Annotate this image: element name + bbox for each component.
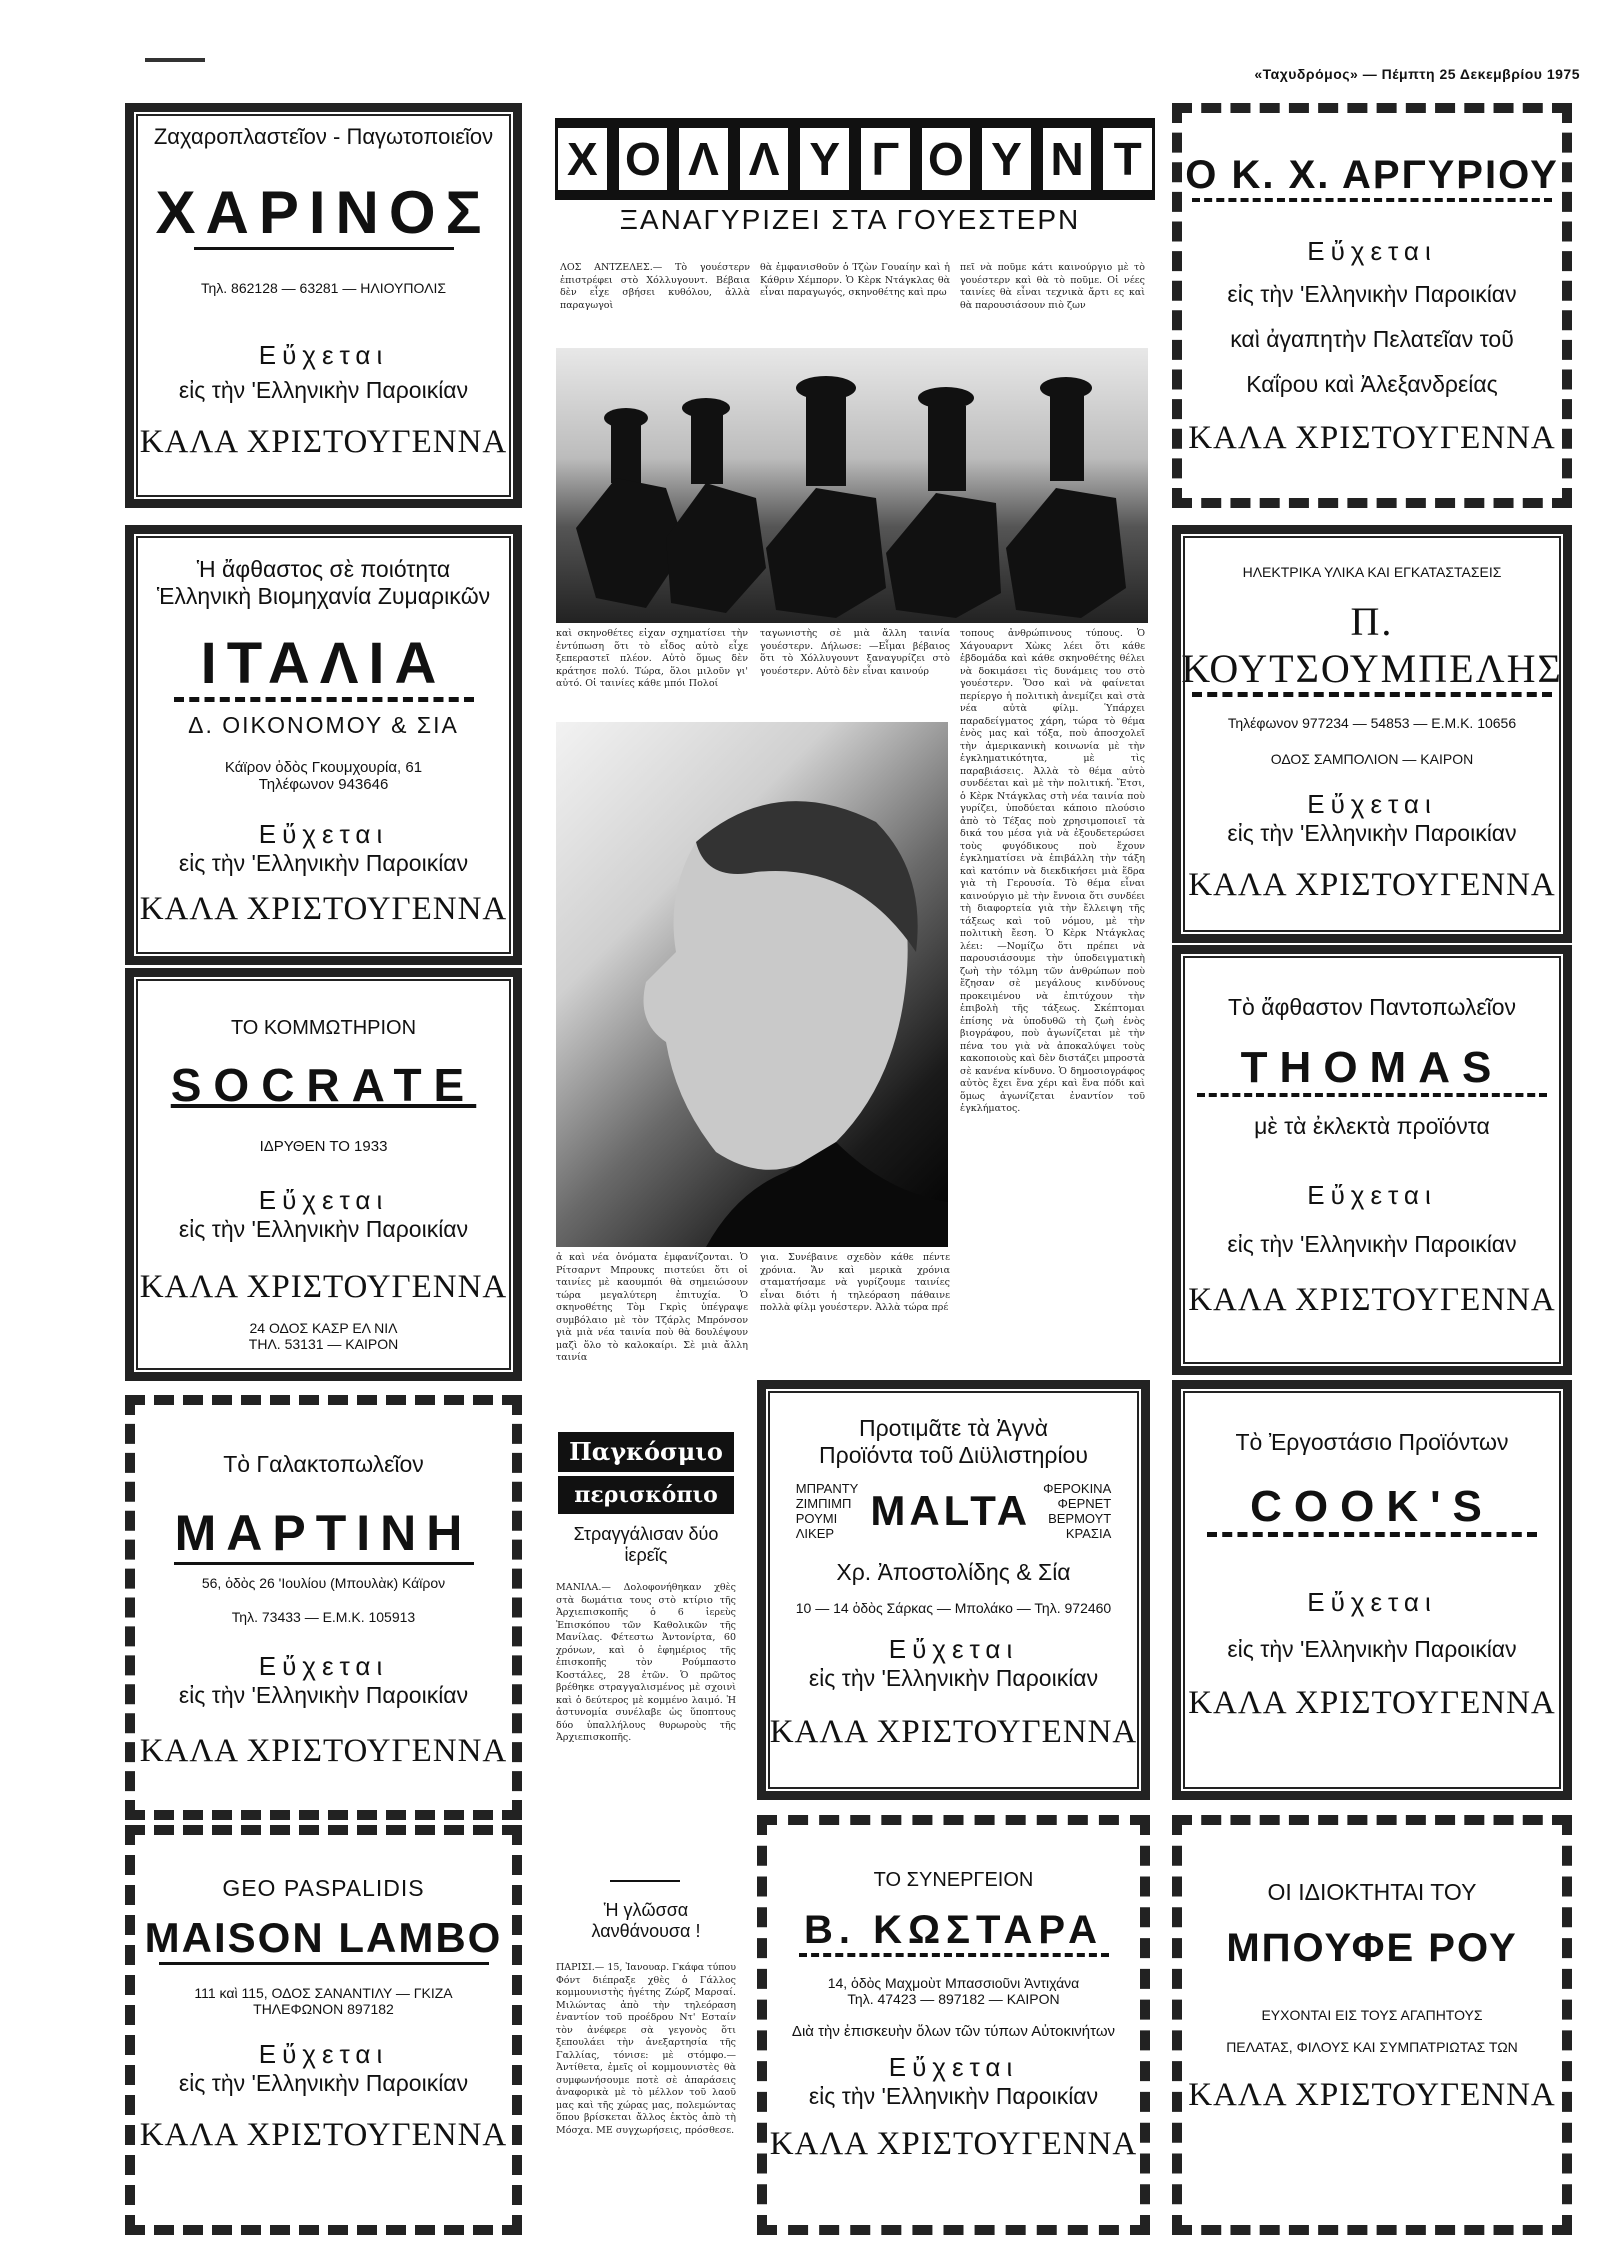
banner-letter: Λ (676, 125, 731, 193)
ad-lambo-wish: Εὔχεται (258, 2039, 389, 2069)
ad-thomas-line: μὲ τὰ ἐκλεκτὰ προϊόντα (1254, 1113, 1490, 1139)
ad-charinos-community: εἰς τὴν 'Ελληνικὴν Παροικίαν (178, 377, 469, 403)
ad-kostaras-wish: Εὔχεται (888, 2052, 1019, 2082)
malta-product-item: ΦΕΡΝΕΤ (1057, 1496, 1112, 1511)
ad-malta-xmas: ΚΑΛΑ ΧΡΙΣΤΟΥΓΕΝΝΑ (769, 1714, 1138, 1750)
banner-letter: Υ (979, 125, 1034, 193)
ad-kostaras (757, 1815, 1150, 2235)
ad-thomas-type: Τὸ ἄφθαστον Παντοπωλεῖον (1227, 994, 1517, 1020)
malta-product-item: ΖΙΜΠΙΜΠ (795, 1496, 852, 1511)
ad-bufe-name: ΜΠΟΥΦΕ ΡΟΥ (1226, 1926, 1518, 1970)
ad-argyriou-wish: Εὔχεται (1307, 236, 1437, 266)
ad-kostaras-line: Διὰ τὴν ἐπισκευὴν ὅλων τῶν τύπων Αὐτοκινήτων (791, 2023, 1116, 2040)
kirk-douglas-portrait (556, 722, 948, 1247)
divider (174, 697, 474, 702)
ad-thomas-community: εἰς τὴν 'Ελληνικὴν Παροικίαν (1227, 1231, 1517, 1257)
ad-italia-wish: Εὔχεται (258, 819, 389, 849)
ad-italia-line2: Ἑλληνικὴ Βιομηχανία Ζυμαρικῶν (156, 583, 491, 609)
ad-bufe-line3: ΠΕΛΑΤΑΣ, ΦΙΛΟΥΣ ΚΑΙ ΣΥΜΠΑΤΡΙΩΤΑΣ ΤΩΝ (1226, 2039, 1518, 2055)
ad-malta-wish: Εὔχεται (888, 1634, 1019, 1664)
article-banner (555, 118, 1155, 200)
banner-letter: Ο (919, 125, 974, 193)
ad-italia-line1: Ἡ ἄφθαστος σὲ ποιότητα (196, 556, 451, 582)
ad-cooks-wish: Εὔχεται (1307, 1587, 1437, 1617)
masthead: «Ταχυδρόμος» — Πέμπτη 25 Δεκεμβρίου 1975 (1254, 66, 1580, 82)
ad-socrate-phone: ΤΗΛ. 53131 — ΚΑΙΡΟΝ (248, 1336, 399, 1352)
riders-silhouette (556, 348, 1148, 623)
ad-bufe-line1: ΟΙ ΙΔΙΟΚΤΗΤΑΙ ΤΟΥ (1267, 1879, 1477, 1905)
ad-thomas-xmas: ΚΑΛΑ ΧΡΙΣΤΟΥΓΕΝΝΑ (1188, 1282, 1556, 1318)
periscope-story1: ΜΑΝΙΛΑ.— Δολοφονήθηκαν χθὲς στὰ δωμάτια τους στὸ κτίριο τῆς Ἀρχιεπισκοπῆς ὁ 6 ἱερεὺς Ἐπισκόπου τῶν Καθολικῶν τῆς Μανίλας. Φέτεστω Ἀντονίρτα, 60 χρόνων, καὶ ὁ ἐφημέριος τῆς ἐπισκοπῆς τὸν Ρούμπαστο Κοστάλες, 28 ἐτῶν. Ὁ πρῶτος βρέθηκε στραγγαλισμένος μὲ σχοινὶ καὶ ὁ δεύτερος μὲ κομμένο λαιμό. Ἡ ἀστυνομία συνέλαβε ὡς ὕποπτους δύο ὑπαλλήλους θυρωροὺς τῆς Ἀρχιεπισκοπῆς. (556, 1582, 736, 1743)
ad-malta-line1: Προτιμᾶτε τὰ Ἁγνὰ (858, 1415, 1049, 1441)
malta-product-item: ΒΕΡΜΟΥΤ (1048, 1511, 1112, 1526)
ad-cooks (1172, 1380, 1572, 1800)
ad-socrate-type: ΤΟ ΚΟΜΜΩΤΗΡΙΟΝ (230, 1017, 417, 1039)
banner-letter: Ν (1040, 125, 1095, 193)
malta-product-item: ΚΡΑΣΙΑ (1065, 1526, 1112, 1541)
ad-thomas (1172, 945, 1572, 1375)
ad-maison-lambo (125, 1825, 522, 2235)
article-col-6: τοπους ἀνθρώπινους τύπους. Ὁ Χάγουαρντ Χὼκς λέει ὅτι κάθε ἐβδομάδα καὶ κάθε σκηνοθέτης θέλει νὰ δοκιμάσει τὶς δυνάμεις του στὸ γουέστερν. Ὅσο καὶ νὰ φαίνεται περίεργο ἡ πολιτικὴ ἀνεμίζει καὶ στὰ νέα αὐτὰ φίλμ. Ὑπάρχει παραδείγματος χάρη, τώρα τὸ θέμα ἑνὸς μας καὶ τόξα, ποὺ ἀποσχολεῖ τὴν ἀμερικανικὴ κοινωνία μὲ τὴν ἐγκληματικότητα, μὲ τὶς παραβιάσεις. Ἀλλὰ τὸ θέμα αὐτὸ συνδέεται καὶ μὲ τὴν πολιτική. Ἔτσι, ὁ Κὲρκ Ντάγκλας στὴ νέα ταινία ποὺ γυρίζει, ὑποδύεται κάποιο πλούσιο ἀπὸ τὸ Τέξας ποὺ χρησιμοποιεῖ τὰ δικά του μέσα γιὰ νὰ ἐξουδετερώσει τοὺς φυγόδικους ποὺ ἔχουν ἐγκληματίσει νὰ ἐπιβάλλη τὴν τάξη καὶ κατόπιν νὰ διεκδικήσει μιὰ ἕδρα γιὰ τὴ Γερουσία. Τὸ θέμα εἶναι καινούργιο μὲ τὴν ἔννοια ὅτι συνδέει τὴ διαφορτεία γιὰ τὴν ἔλλειψη τῆς τάξεως καὶ τοῦ νόμου, μὲ τὴν πολιτικὴ ἔεση. Ὁ Κὲρκ Ντάγκλας λέει: —Νομίζω ὅτι πρέπει νὰ παρουσιάσουμε τὴν ὑποδειγματικὴ ζωὴ τὴν τόλμη τῶν ἀνθρώπων ποὺ ἔζησαν σὲ μεγάλους κινδύνους προκειμένου νὰ ἐπιτύχουν τὴν ἐπιβολὴ τῆς τάξεως. Σκέπτομαι ἐπίσης νὰ ὑποδυθῶ τὴ ζωὴ ἑνὸς βιογράφου, ποὺ ἀγωνίζεται μὲ τὴν πένα του γιὰ νὰ ἀποκαλύψει τοὺς κακοποιοὺς καὶ δὲν διστάζει μπροστὰ σὲ κανένα κίνδυνο. Ὁ δημοσιογράφος αὐτὸς ἔχει ἕνα χέρι καὶ ἕνα πόδι καὶ ὅμως ἀγωνίζεται ἐναντίον τοῦ ἐγκλήματος. (960, 628, 1145, 1114)
ad-italia-community: εἰς τὴν 'Ελληνικὴν Παροικίαν (178, 850, 469, 876)
banner-letter: Υ (797, 125, 852, 193)
divider (174, 1562, 474, 1565)
banner-letter: Λ (737, 125, 792, 193)
periscope-title-1: Παγκόσμιο (558, 1432, 734, 1472)
periscope-story1-title: Στραγγάλισαν δύο ἱερεῖς (573, 1524, 719, 1565)
malta-product-item: ΛΙΚΕΡ (795, 1526, 835, 1541)
ad-bufe-xmas: ΚΑΛΑ ΧΡΙΣΤΟΥΓΕΝΝΑ (1188, 2077, 1556, 2113)
ad-socrate-name: SOCRATE (170, 1059, 477, 1111)
ad-socrate (125, 968, 522, 1381)
ad-argyriou-line2: Καΐρου καὶ Ἀλεξανδρείας (1246, 371, 1498, 397)
article-col-2: θὰ ἐμφανισθοῦν ὁ Τζὼν Γουαίην καὶ ἡ Κάθριν Χέμπορν. Ὁ Κὲρκ Ντάγκλας θὰ εἶναι παραγωγός, σκηνοθέτης καὶ πρω (760, 262, 950, 298)
ad-socrate-founded: ΙΔΡΥΘΕΝ ΤΟ 1933 (259, 1138, 388, 1155)
ad-lambo-address: 111 καὶ 115, ΟΔΟΣ ΣΑΝΑΝΤΙΛΥ — ΓΚΙΖΑ (194, 1985, 453, 2001)
periscope-divider (610, 1880, 680, 1882)
ad-kostaras-name: Β. ΚΩΣΤΑΡΑ (803, 1908, 1104, 1952)
ad-charinos-type: Ζαχαροπλαστεῖον - Παγωτοποιεῖον (153, 124, 494, 149)
ad-koutsoumbelis (1172, 525, 1572, 943)
ad-thomas-name: THOMAS (1240, 1043, 1504, 1092)
ad-lambo-owner: GEO PASPALIDIS (222, 1875, 425, 1901)
ad-koutsoumbelis-phone: Τηλέφωνον 977234 — 54853 — Ε.Μ.Κ. 10656 (1227, 715, 1517, 731)
ad-socrate-xmas: ΚΑΛΑ ΧΡΙΣΤΟΥΓΕΝΝΑ (139, 1269, 508, 1305)
ad-lambo-name: MAISON LAMBO (144, 1914, 503, 1961)
ad-lambo-xmas: ΚΑΛΑ ΧΡΙΣΤΟΥΓΕΝΝΑ (139, 2117, 508, 2153)
ad-malta-name: MALTA (870, 1487, 1032, 1534)
ad-martini (125, 1395, 522, 1820)
portrait-silhouette (556, 722, 948, 1247)
divider (1197, 1093, 1547, 1097)
periscope-story2: ΠΑΡΙΣΙ.— 15, Ἰανουαρ. Γκάφα τύπου Φόντ διέπραξε χθὲς ὁ Γάλλος κομμουνιστὴς ἡγέτης Ζώρζ Μαρσαί. Μιλώντας ἀπὸ τὴν τηλεόραση ἐναντίον τοῦ προέδρου Ντ' Εσταίν τὸν ἀνέφερε σὰ γεγονὸς ὅτι ξεπουλάει τὴν ἀνεξαρτησία τῆς Γαλλίας, τόνισε: μὲ στόμφο.— Ἀντίθετα, ἐμεῖς οἱ κομμουνιστὲς θὰ συμφωνήσουμε ποτὲ σὲ ἀπαράσεις ἀναφορικὰ μὲ τὸ μέλλον τοῦ λαοῦ μας καὶ τῆς χώρας μας, πολεμώντας ὅπου βρίσκεται ἄλλος ἐκτὸς ἀπὸ τὴ Μόσχα. ΜΕ συγχωρήσεις, πρόσθεσε. (556, 1962, 736, 2136)
ad-malta-address: 10 — 14 ὁδὸς Σάρκας — Μπολάκο — Τηλ. 972460 (795, 1600, 1112, 1616)
ad-italia-phone: Τηλέφωνον 943646 (258, 776, 389, 793)
ad-charinos-name: ΧΑΡΙΝΟΣ (155, 179, 492, 246)
ad-martini-xmas: ΚΑΛΑ ΧΡΙΣΤΟΥΓΕΝΝΑ (139, 1733, 508, 1769)
ad-lambo-community: εἰς τὴν 'Ελληνικὴν Παροικίαν (178, 2070, 469, 2096)
western-riders-photo (556, 348, 1148, 623)
ad-argyriou-line1: καὶ ἀγαπητὴν Πελατεῖαν τοῦ (1230, 326, 1514, 352)
ad-italia (125, 525, 522, 965)
ad-argyriou-community: εἰς τὴν 'Ελληνικὴν Παροικίαν (1227, 281, 1517, 307)
ad-cooks-type: Τὸ Ἐργοστάσιο Προϊόντων (1235, 1429, 1509, 1455)
ad-charinos-wish: Εὔχεται (258, 340, 389, 370)
ad-italia-owner: Δ. ΟΙΚΟΝΟΜΟΥ & ΣΙΑ (188, 712, 459, 738)
article-col-1: ΛΟΣ ΑΝΤΖΕΛΕΣ.— Τὸ γουέστερν ἐπιστρέφει στὸ Χόλλυγουντ. Βέβαια δὲν εἶχε σβήσει κυθόλου, ἀλλὰ παραγωγοὶ (560, 262, 750, 311)
ad-cooks-community: εἰς τὴν 'Ελληνικὴν Παροικίαν (1227, 1636, 1517, 1662)
banner-letter: Χ (555, 125, 610, 193)
ad-malta-owner: Χρ. Ἀποστολίδης & Σία (836, 1559, 1071, 1585)
periscope-story2-title: Ἡ γλῶσσα λανθάνουσα ! (591, 1900, 701, 1941)
ad-italia-address: Κάϊρον ὁδὸς Γκουμχουρία, 61 (224, 759, 423, 776)
ad-charinos (125, 103, 522, 508)
article-headline: ΞΑΝΑΓΥΡΙΖΕΙ ΣΤΑ ΓΟΥΕΣΤΕΡΝ (619, 204, 1081, 235)
article-col-4: καὶ σκηνοθέτες εἶχαν σχηματίσει τὴν ἐντύπωση ὅτι τὸ εἶδος αὐτὸ εἶχε ξεπεραστεῖ πλέον. Αὐτὸ ὅμως δὲν κράτησε πολύ. Τώρα, ὅλοι μιλοῦν γι' αὐτό. Οἱ ταινίες κάθε μπόι Πολοί (556, 628, 748, 689)
ad-malta-left-list (796, 1481, 859, 1541)
malta-product-item: ΜΠΡΑΝΤΥ (795, 1481, 859, 1496)
ad-koutsoumbelis-community: εἰς τὴν 'Ελληνικὴν Παροικίαν (1227, 820, 1517, 846)
ad-argyriou (1172, 103, 1572, 508)
ad-malta-community: εἰς τὴν 'Ελληνικὴν Παροικίαν (808, 1665, 1099, 1691)
article-col-8: για. Συνέβαινε σχεδὸν κάθε πέντε χρόνια. Ἄν καὶ μερικὰ χρόνια σταματήσαμε νὰ γυρίζουμε ταινίες εἶναι διότι ἡ τηλεόραση πάθαινε πολλὰ φίλμ γουέστερν. Ἀλλὰ τώρα πρέ (760, 1252, 950, 1313)
ad-italia-xmas: ΚΑΛΑ ΧΡΙΣΤΟΥΓΕΝΝΑ (139, 891, 508, 927)
banner-letter: Ο (616, 125, 671, 193)
divider (799, 1953, 1109, 1957)
divider (1192, 198, 1552, 202)
ad-socrate-community: εἰς τὴν 'Ελληνικὴν Παροικίαν (178, 1216, 469, 1242)
ad-koutsoumbelis-wish: Εὔχεται (1307, 789, 1437, 819)
ad-bufe-rou (1172, 1815, 1572, 2235)
ad-martini-address: 56, ὁδὸς 26 'Ιουλίου (Μπουλὰκ) Κάϊρον (201, 1575, 446, 1591)
ad-martini-name: ΜΑΡΤΙΝΗ (174, 1505, 473, 1561)
periscope-title-2: περισκόπιο (558, 1476, 734, 1514)
ad-kostaras-xmas: ΚΑΛΑ ΧΡΙΣΤΟΥΓΕΝΝΑ (769, 2126, 1138, 2162)
ad-martini-phone: Τηλ. 73433 — Ε.Μ.Κ. 105913 (231, 1609, 416, 1625)
malta-product-item: ΦΕΡΟΚΙΝΑ (1043, 1481, 1112, 1496)
ad-charinos-xmas: ΚΑΛΑ ΧΡΙΣΤΟΥΓΕΝΝΑ (139, 424, 508, 460)
ad-kostaras-type: ΤΟ ΣΥΝΕΡΓΕΙΟΝ (873, 1869, 1034, 1891)
ad-argyriou-name: Ο Κ. Χ. ΑΡΓΥΡΙΟΥ (1185, 153, 1559, 197)
ad-charinos-phone: Τηλ. 862128 — 63281 — ΗΛΙΟΥΠΟΛΙΣ (200, 280, 447, 296)
ad-martini-wish: Εὔχεται (258, 1651, 389, 1681)
ad-malta-products (766, 1481, 1141, 1541)
ad-martini-type: Τὸ Γαλακτοπωλεῖον (223, 1451, 424, 1477)
article-col-7: ἀ καὶ νέα ὀνόματα ἐμφανίζονται. Ὁ Ρίτσαρντ Μπρουκς πιστεύει ὅτι οἱ ταινίες μὲ καουμπόι θὰ σημειώσουν τώρα μεγαλύτερη ἐπιτυχία. Ὁ σκηνοθέτης Τὸμ Γκρὶς ὑπέγραψε συμβόλαιο μὲ τὸν Τζάρλς Μπρόνσον γιὰ μιὰ νέα ταινία ποὺ θὰ δουλέψουν μαζὶ ὅλο τὸ καλοκαίρι. Σὲ μιὰ ἄλλη ταινία (556, 1252, 748, 1363)
ad-kostaras-phone: Τηλ. 47423 — 897182 — ΚΑΙΡΟΝ (847, 1991, 1060, 2007)
ad-malta-line2: Προϊόντα τοῦ Διϋλιστηρίου (819, 1442, 1088, 1468)
ad-cooks-xmas: ΚΑΛΑ ΧΡΙΣΤΟΥΓΕΝΝΑ (1188, 1685, 1556, 1721)
article-col-3: πεῖ νὰ ποῦμε κάτι καινούργιο μὲ τὸ γουέστερν καὶ θὰ τὸ ποῦμε. Οἱ νέες ταινίες θὰ εἶναι τεχνικὰ ἄρτι ες καὶ θὰ παρουσιάσουν πιὸ ζων (960, 262, 1145, 311)
ad-socrate-address: 24 ΟΔΟΣ ΚΑΣΡ ΕΛ ΝΙΛ (249, 1320, 398, 1336)
ad-koutsoumbelis-xmas: ΚΑΛΑ ΧΡΙΣΤΟΥΓΕΝΝΑ (1188, 867, 1556, 903)
divider (159, 1962, 489, 1965)
ad-argyriou-xmas: ΚΑΛΑ ΧΡΙΣΤΟΥΓΕΝΝΑ (1188, 420, 1556, 456)
divider (1207, 1532, 1537, 1537)
ad-malta (757, 1380, 1150, 1800)
ad-socrate-wish: Εὔχεται (258, 1185, 389, 1215)
malta-product-item: ΡΟΥΜΙ (795, 1511, 838, 1526)
banner-letter: Τ (1100, 125, 1155, 193)
article-col-5: ταγωνιστὴς σὲ μιὰ ἄλλη ταινία γουέστερν. Δήλωσε: —Εἶμαι βέβαιος ὅτι τὸ Χόλλυγουντ ξαναγυρίζει στὸ γουέστερν. Αὐτὸ δὲν εἶναι καινούρ (760, 628, 950, 677)
ad-bufe-line2: ΕΥΧΟΝΤΑΙ ΕΙΣ ΤΟΥΣ ΑΓΑΠΗΤΟΥΣ (1261, 2007, 1483, 2023)
ad-italia-name: ΙΤΑΛΙΑ (200, 631, 447, 696)
ad-cooks-name: COOK'S (1250, 1482, 1494, 1531)
ad-koutsoumbelis-name: Π. ΚΟΥΤΣΟΥΜΠΕΛΗΣ (1181, 599, 1563, 691)
ad-lambo-phone: ΤΗΛΕΦΩΝΟΝ 897182 (253, 2001, 394, 2017)
top-rule (145, 58, 205, 62)
ad-kostaras-address: 14, ὁδὸς Μαχμοὺτ Μπασσιοῦνι Ἀντιχάνα (827, 1975, 1080, 1991)
ad-koutsoumbelis-type: ΗΛΕΚΤΡΙΚΑ ΥΛΙΚΑ ΚΑΙ ΕΓΚΑΤΑΣΤΑΣΕΙΣ (1242, 564, 1502, 580)
ad-martini-community: εἰς τὴν 'Ελληνικὴν Παροικίαν (178, 1682, 469, 1708)
ad-malta-right-list (1043, 1481, 1111, 1541)
divider (194, 247, 454, 250)
banner-letter: Γ (858, 125, 913, 193)
divider (1192, 692, 1552, 697)
ad-kostaras-community: εἰς τὴν 'Ελληνικὴν Παροικίαν (808, 2083, 1099, 2109)
ad-koutsoumbelis-address: ΟΔΟΣ ΣΑΜΠΟΛΙΟΝ — ΚΑΙΡΟΝ (1270, 751, 1474, 767)
ad-thomas-wish: Εὔχεται (1307, 1180, 1437, 1210)
